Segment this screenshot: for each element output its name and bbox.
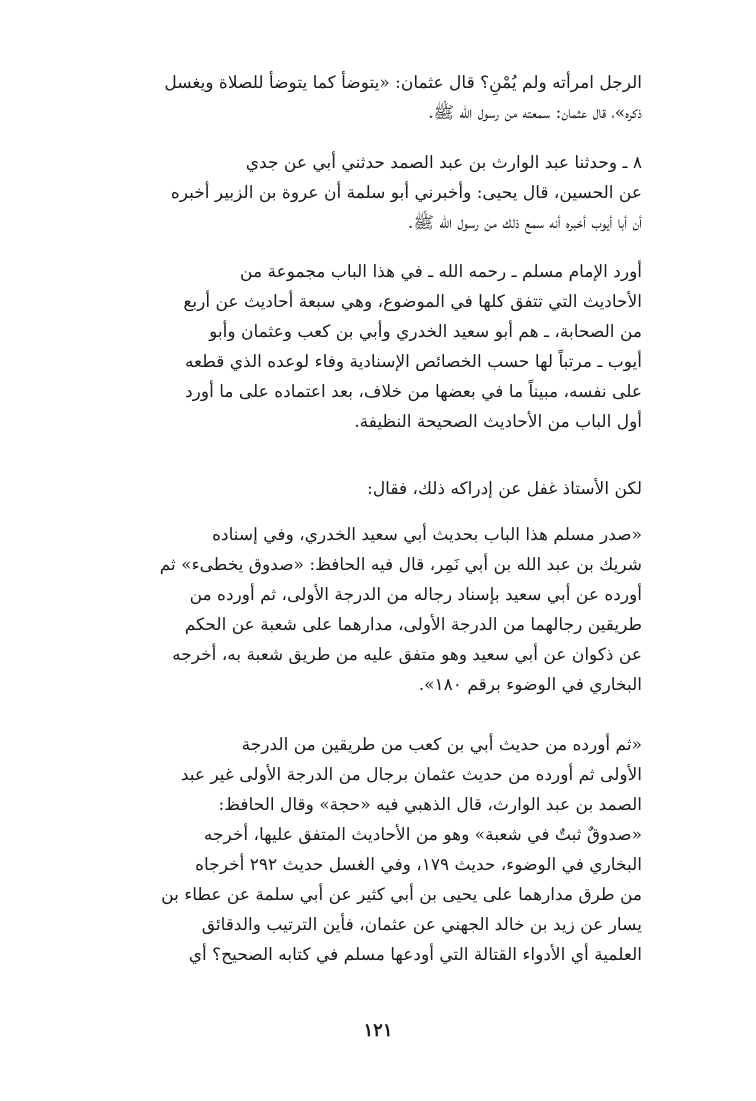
text-line: أورد الإمام مسلم ـ رحمه الله ـ في هذا الباب مجموعة من xyxy=(240,262,642,282)
text-line: عن ذكوان عن أبي سعيد وهو متفق عليه من طريق شعبة به، أخرجه xyxy=(172,645,642,665)
paragraph-quote-1 xyxy=(104,520,642,700)
paragraph-quote-2 xyxy=(104,730,642,970)
paragraph-hadith-8 xyxy=(104,148,642,238)
text-line: على نفسه، مبيناً ما في بعضها من خلاف، بعد اعتماده على ما أورد xyxy=(185,382,642,402)
page-number: ١٢١ xyxy=(363,1020,393,1041)
text-line: ٨ ـ وحدثنا عبد الوارث بن عبد الصمد حدثني أبي عن جدي xyxy=(245,153,642,173)
text-line: عن الحسين، قال يحيى: وأخبرني أبو سلمة أن عروة بن الزبير أخبره xyxy=(170,183,642,203)
text-line: يسار عن زيد بن خالد الجهني عن عثمان، فأين الترتيب والدقائق xyxy=(201,915,642,935)
text-line: لكن الأستاذ غفل عن إدراكه ذلك، فقال: xyxy=(367,479,642,499)
text-line: شريك بن عبد الله بن أبي نَمِر، قال فيه الحافظ: «صدوق يخطىء» ثم xyxy=(159,555,642,575)
text-line: الأحاديث التي تتفق كلها في الموضوع، وهي سبعة أحاديث عن أربع xyxy=(183,292,642,312)
paragraph-transition xyxy=(104,474,642,504)
text-line: من طرق مدارهما على يحيى بن أبي كثير عن أبي سلمة عن عطاء بن xyxy=(161,885,642,905)
text-line: البخاري في الوضوء برقم ١٨٠». xyxy=(418,675,642,695)
text-line: الصمد بن عبد الوارث، قال الذهبي فيه «حجة» وقال الحافظ: xyxy=(218,795,642,815)
paragraph-commentary xyxy=(104,257,642,437)
text-line: أيوب ـ مرتباً لها حسب الخصائص الإسنادية وفاء لوعده الذي قطعه xyxy=(184,352,642,372)
text-line: أورده عن أبي سعيد بإسناد رجاله من الدرجة الأولى، ثم أورده من xyxy=(189,585,642,605)
text-line: الأولى ثم أورده من حديث عثمان برجال من الدرجة الأولى غير عبد xyxy=(180,765,642,785)
text-line: ذكره»، قال عثمان: سمعته من رسول الله ﷺ. xyxy=(428,103,642,123)
text-line: «ثم أورده من حديث أبي بن كعب من طريقين من الدرجة xyxy=(241,735,642,755)
text-line: أن أبا أيوب أخبره أنه سمع ذلك من رسول الله ﷺ. xyxy=(407,213,642,233)
text-line: البخاري في الوضوء، حديث ١٧٩، وفي الغسل حديث ٢٩٢ أخرجاه xyxy=(195,855,642,875)
text-line: من الصحابة، ـ هم أبو سعيد الخدري وأبي بن كعب وعثمان وأبو xyxy=(209,322,642,342)
text-line: العلمية أي الأدواء القتالة التي أودعها مسلم في كتابه الصحيح؟ أي xyxy=(188,945,642,965)
text-line: طريقين رجالهما من الدرجة الأولى، مدارهما على شعبة عن الحكم xyxy=(184,615,642,635)
text-line: «صدر مسلم هذا الباب بحديث أبي سعيد الخدري، وفي إسناده xyxy=(212,525,642,545)
text-line: أول الباب من الأحاديث الصحيحة النظيفة. xyxy=(354,412,642,432)
paragraph-continuation xyxy=(104,68,642,128)
text-line: «صدوقٌ ثبتٌ في شعبة» وهو من الأحاديث المتفق عليها، أخرجه xyxy=(203,825,642,845)
text-line: الرجل امرأته ولم يُمْنِ؟ قال عثمان: «يتوضأ كما يتوضأ للصلاة ويغسل xyxy=(164,73,642,93)
